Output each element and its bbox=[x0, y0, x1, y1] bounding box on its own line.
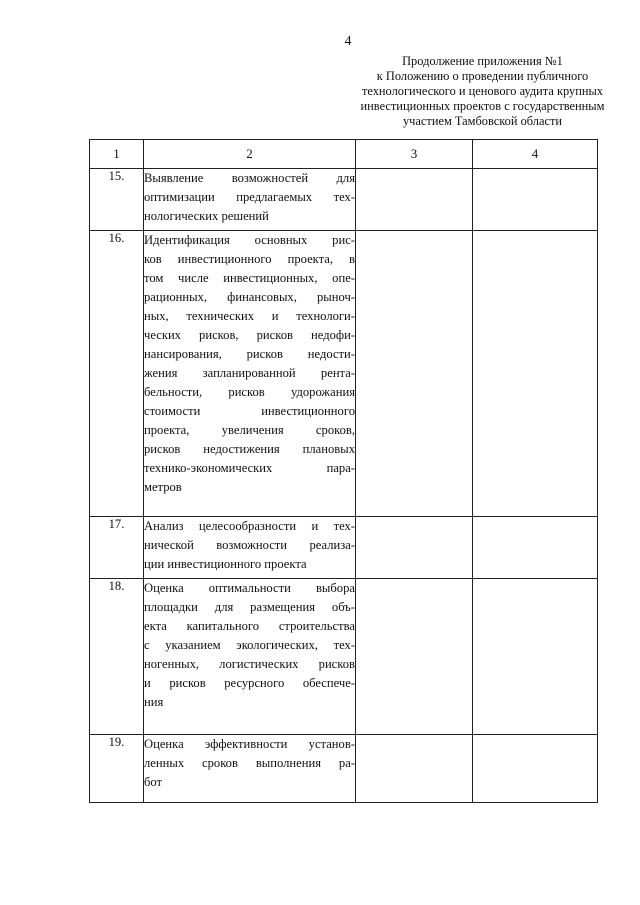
description-line: нической возможности реализа- bbox=[144, 538, 355, 552]
row-number: 18. bbox=[90, 579, 144, 735]
description-line: нологических решений bbox=[144, 209, 269, 223]
column-header: 4 bbox=[473, 140, 598, 169]
header-line: технологического и ценового аудита крупных bbox=[361, 84, 604, 98]
description-line: бельности, рисков удорожания bbox=[144, 385, 355, 399]
row-cell-col3 bbox=[356, 579, 473, 735]
table-row bbox=[90, 169, 598, 231]
row-cell-col4 bbox=[473, 579, 598, 735]
table-row bbox=[90, 735, 598, 803]
row-cell-col4 bbox=[473, 517, 598, 579]
table-header-row bbox=[90, 140, 598, 169]
description-line: жения запланированной рента- bbox=[144, 366, 355, 380]
header-line: инвестиционных проектов с государственным bbox=[360, 99, 605, 113]
description-line: рисков недостижения плановых bbox=[144, 442, 355, 456]
row-number: 16. bbox=[90, 231, 144, 517]
description-line: ных, технических и технологи- bbox=[144, 309, 355, 323]
description-line: оптимизации предлагаемых тех- bbox=[144, 190, 355, 204]
description-line: проекта, увеличения сроков, bbox=[144, 423, 355, 437]
description-line: бот bbox=[144, 775, 163, 789]
description-line: нансирования, рисков недости- bbox=[144, 347, 355, 361]
row-cell-col3 bbox=[356, 735, 473, 803]
row-cell-col4 bbox=[473, 231, 598, 517]
description-line: с указанием экологических, тех- bbox=[144, 638, 355, 652]
column-header: 3 bbox=[356, 140, 473, 169]
row-cell-col4 bbox=[473, 735, 598, 803]
row-cell-col3 bbox=[356, 169, 473, 231]
table-row bbox=[90, 517, 598, 579]
description-line: метров bbox=[144, 480, 182, 494]
row-description bbox=[144, 517, 356, 579]
description-line: Идентификация основных рис- bbox=[144, 233, 355, 247]
description-line: и рисков ресурсного обеспече- bbox=[144, 676, 355, 690]
header-line: Продолжение приложения №1 bbox=[402, 54, 563, 68]
description-line: ния bbox=[144, 695, 164, 709]
description-line: Оценка эффективности установ- bbox=[144, 737, 355, 751]
header-line: к Положению о проведении публичного bbox=[376, 69, 589, 83]
row-description bbox=[144, 579, 356, 735]
row-number: 15. bbox=[90, 169, 144, 231]
description-line: Оценка оптимальности выбора bbox=[144, 581, 355, 595]
description-line: рационных, финансовых, рыноч- bbox=[144, 290, 355, 304]
description-line: ногенных, логистических рисков bbox=[144, 657, 355, 671]
description-line: том числе инвестиционных, опе- bbox=[144, 271, 355, 285]
row-cell-col3 bbox=[356, 231, 473, 517]
description-line: ции инвестиционного проекта bbox=[144, 557, 307, 571]
table-row bbox=[90, 579, 598, 735]
appendix-header bbox=[340, 54, 625, 129]
description-line: екта капитального строительства bbox=[144, 619, 355, 633]
description-line: стоимости инвестиционного bbox=[144, 404, 355, 418]
description-line: ков инвестиционного проекта, в bbox=[144, 252, 355, 266]
column-header: 2 bbox=[144, 140, 356, 169]
page-number: 4 bbox=[344, 34, 352, 49]
row-cell-col4 bbox=[473, 169, 598, 231]
column-header: 1 bbox=[90, 140, 144, 169]
row-description bbox=[144, 735, 356, 803]
row-description bbox=[144, 169, 356, 231]
row-description bbox=[144, 231, 356, 517]
row-cell-col3 bbox=[356, 517, 473, 579]
row-number: 19. bbox=[90, 735, 144, 803]
header-line: участием Тамбовской области bbox=[402, 114, 563, 128]
description-line: ленных сроков выполнения ра- bbox=[144, 756, 355, 770]
description-line: ческих рисков, рисков недофи- bbox=[144, 328, 355, 342]
description-line: Выявление возможностей для bbox=[144, 171, 355, 185]
table-row bbox=[90, 231, 598, 517]
description-line: площадки для размещения объ- bbox=[144, 600, 355, 614]
row-number: 17. bbox=[90, 517, 144, 579]
description-line: Анализ целесообразности и тех- bbox=[144, 519, 355, 533]
description-line: технико-экономических пара- bbox=[144, 461, 355, 475]
audit-table bbox=[89, 139, 598, 803]
